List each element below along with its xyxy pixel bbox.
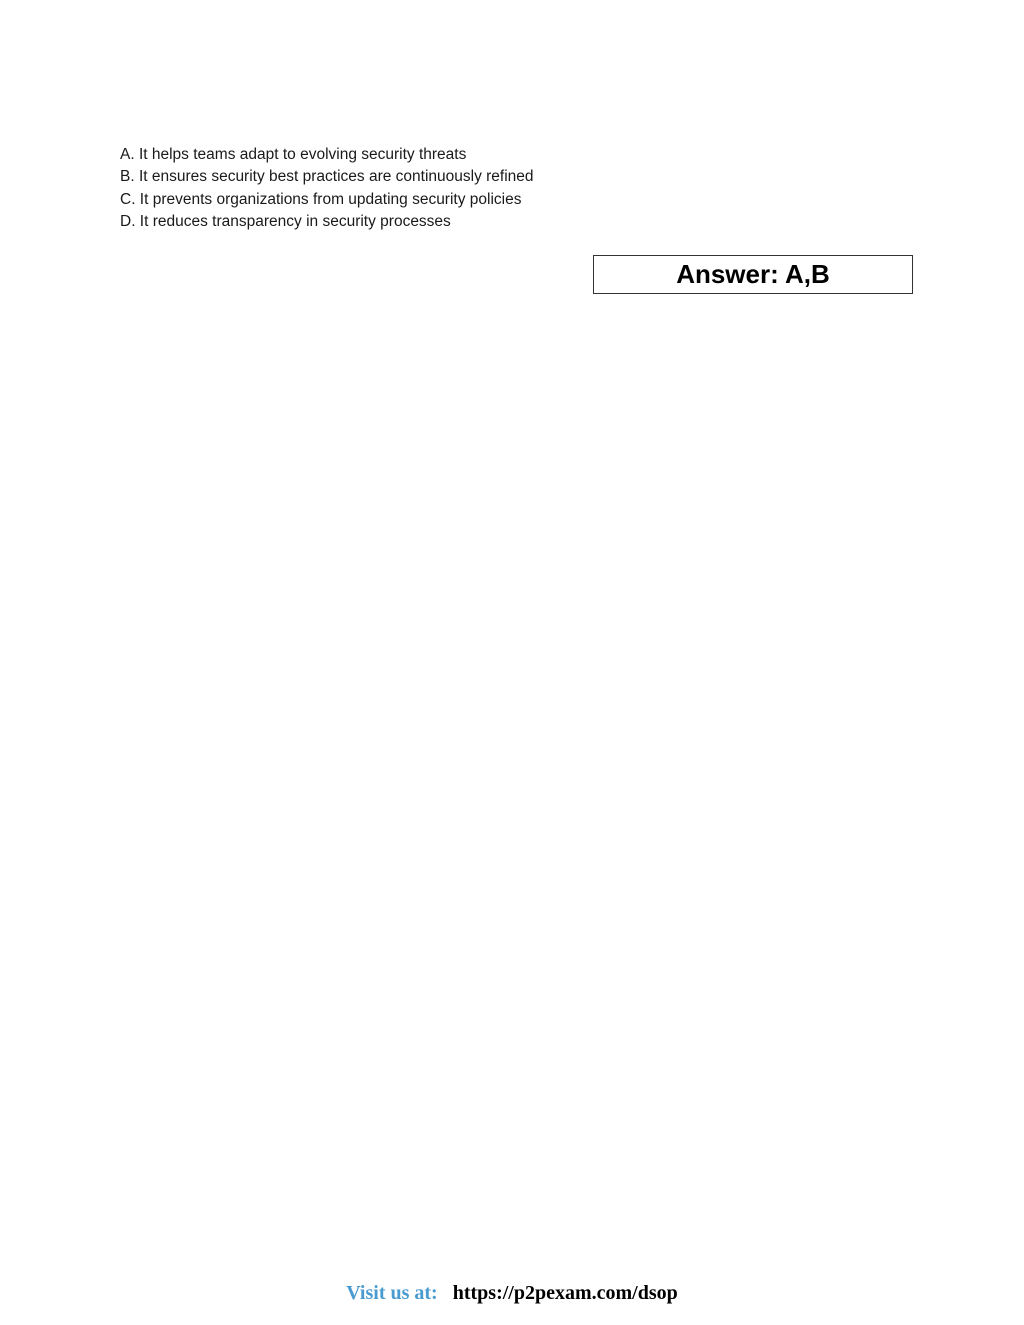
answer-text: Answer: A,B	[676, 259, 830, 289]
visit-label: Visit us at:	[346, 1282, 438, 1304]
option-c: C. It prevents organizations from updating security policies	[120, 190, 522, 208]
option-d: D. It reduces transparency in security processes	[120, 212, 451, 230]
answer-box	[593, 255, 913, 294]
option-b: B. It ensures security best practices are continuously refined	[120, 168, 534, 186]
footer-url-link[interactable]: https://p2pexam.com/dsop	[452, 1282, 678, 1304]
option-a: A. It helps teams adapt to evolving security threats	[120, 146, 467, 163]
footer-space	[443, 1282, 448, 1304]
answer-options-list	[120, 144, 534, 233]
footer	[0, 1280, 1024, 1306]
